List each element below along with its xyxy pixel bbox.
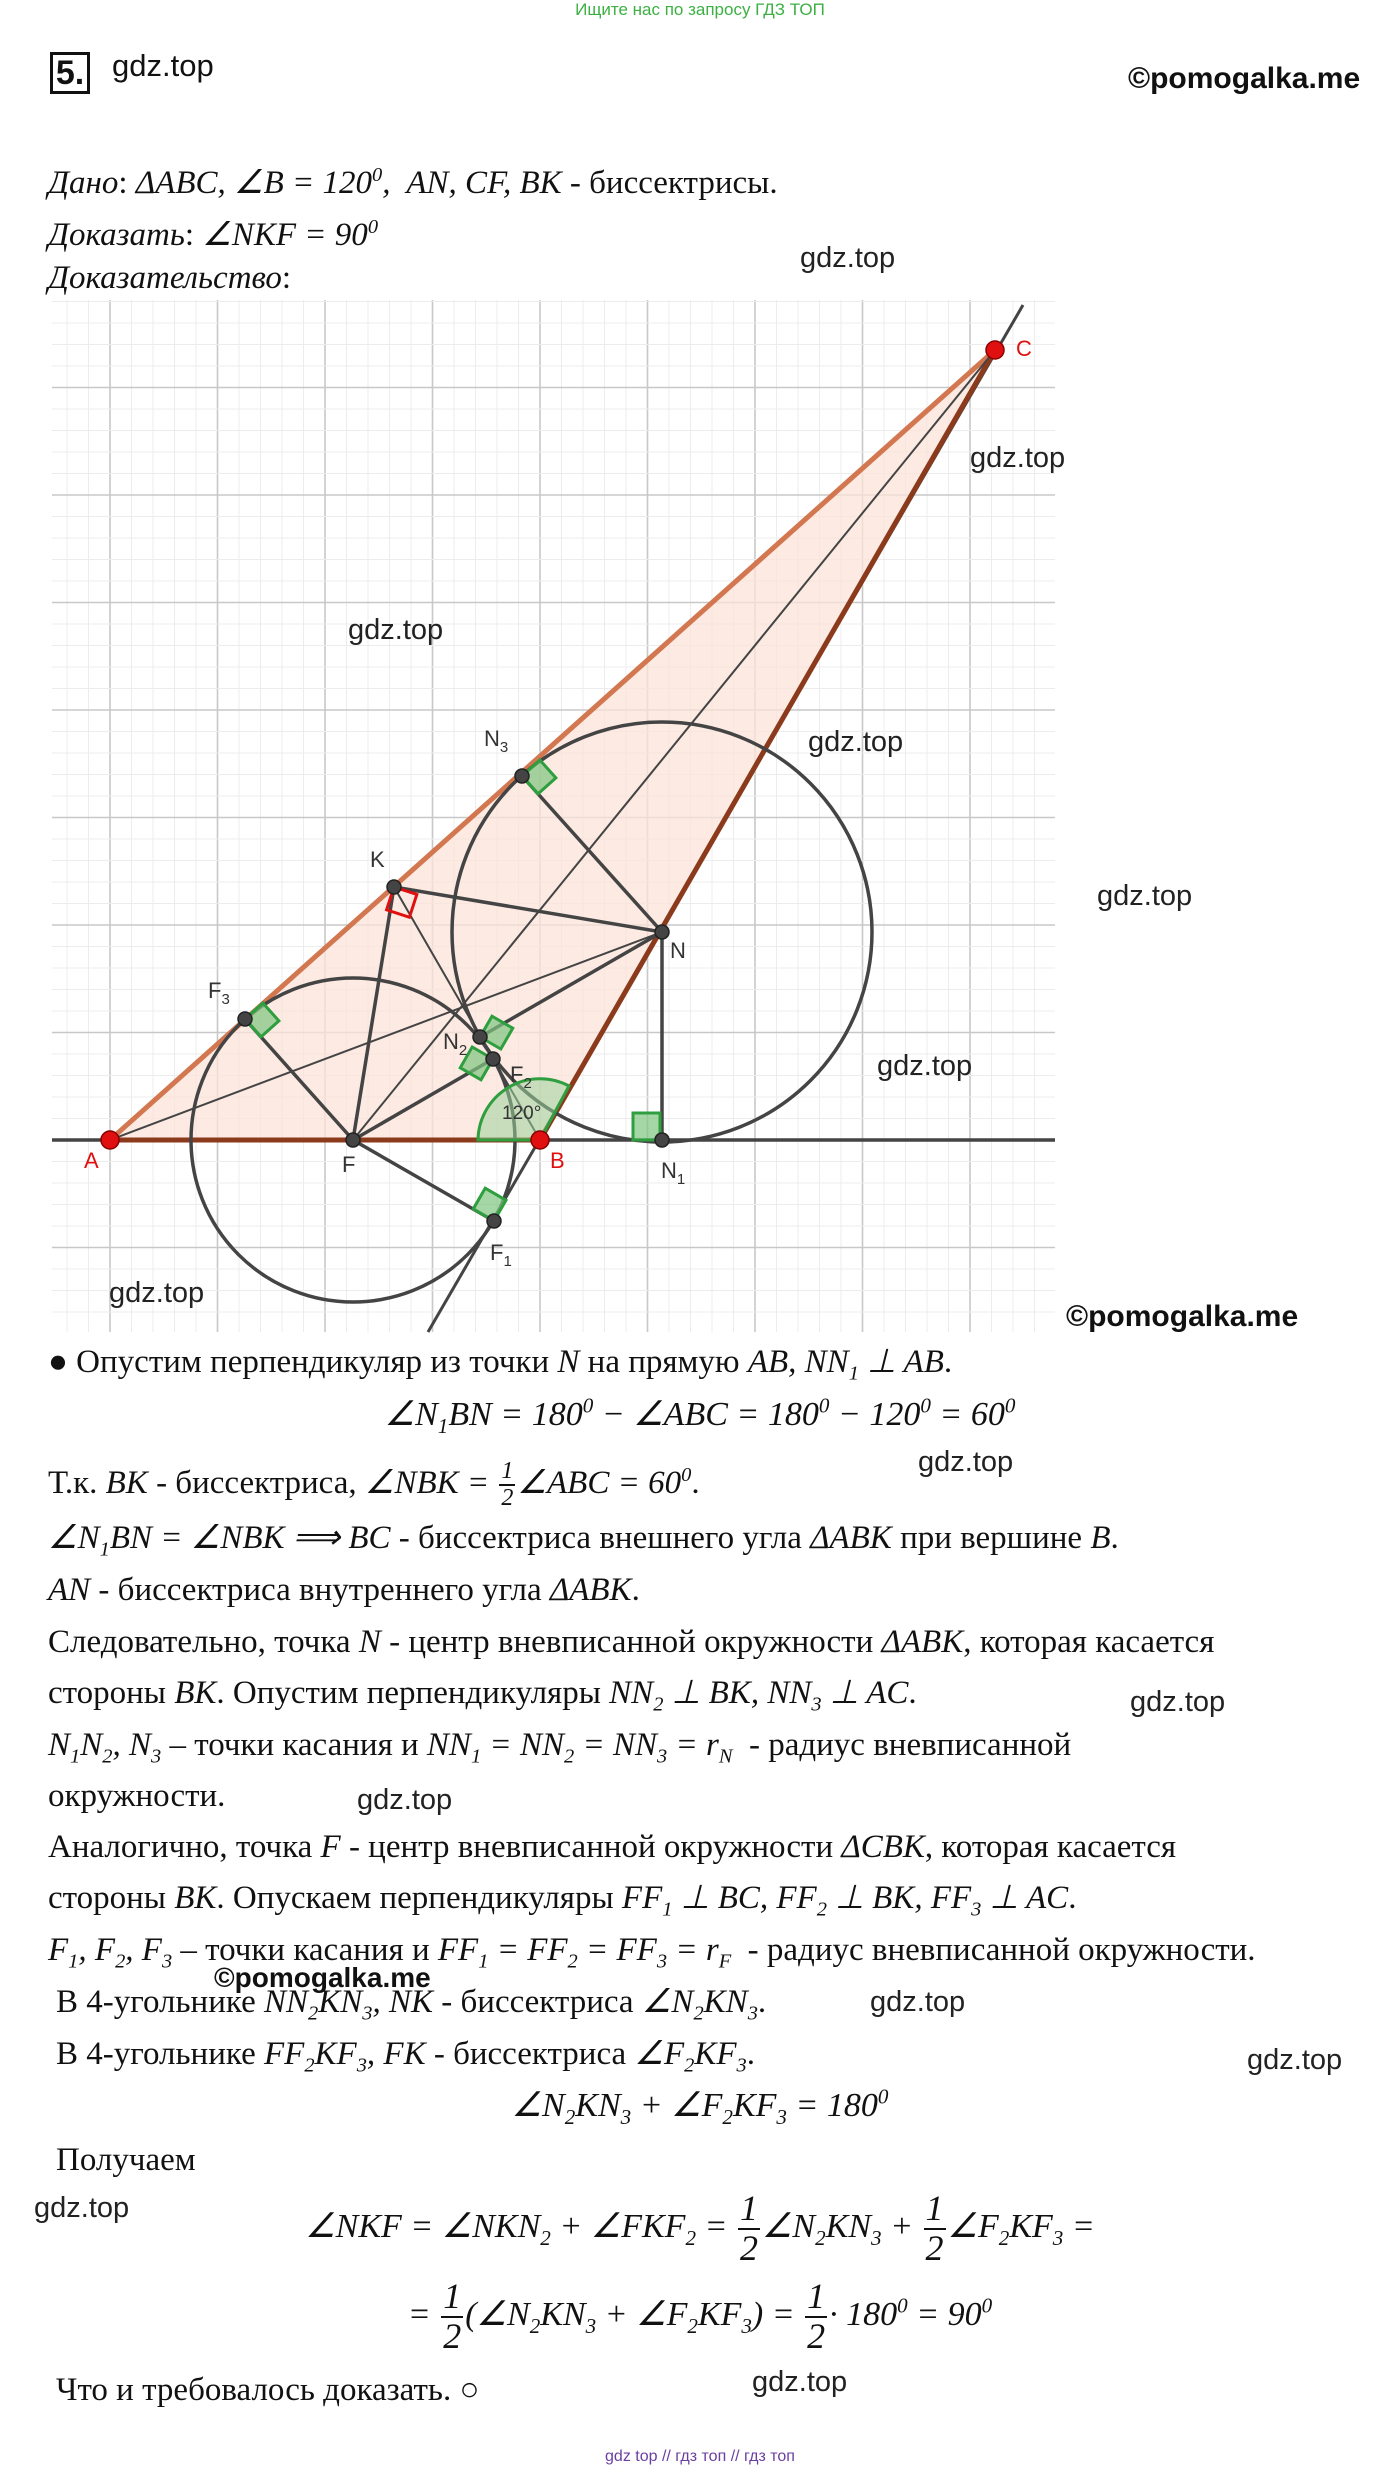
watermark: gdz.top [752, 2366, 848, 2398]
given-label: Дано [48, 165, 119, 201]
watermark: gdz.top [877, 1050, 973, 1082]
label-f1: $F_1$ [490, 1240, 512, 1270]
point-f2 [486, 1052, 500, 1066]
text-fragment: , которая касается [963, 1624, 1215, 1660]
copyright-diagram: ©pomogalka.me [1066, 1300, 1299, 1333]
label-a: A [84, 1148, 99, 1173]
proof-line: Доказательство: [48, 260, 292, 296]
text-fragment: . Опускаем перпендикуляры [216, 1880, 614, 1916]
text-line-15: Что и требовалось доказать. ○ [56, 2372, 480, 2408]
point-n3 [515, 769, 529, 783]
top-search-note: Ищите нас по запросу ГДЗ ТОП [575, 0, 825, 19]
text-line-11: $F_1$, $F_2$, $F_3$ – точки касания и $FF_1 = FF_2 = FF_3 = r_F$ - радиус вневписанной окружности. [48, 1932, 1256, 1973]
vertex-c [986, 341, 1004, 359]
watermark: gdz.top [34, 2192, 130, 2224]
text-fragment: - биссектриса [441, 1984, 634, 2020]
label-k: K [370, 847, 385, 872]
watermark: gdz.top [800, 242, 896, 274]
text-fragment: Т.к. [48, 1465, 98, 1501]
watermark: gdz.top [1097, 880, 1193, 912]
label-c: C [1016, 336, 1032, 361]
text-fragment: на прямую [587, 1344, 740, 1380]
text-fragment: Следовательно, точка [48, 1624, 351, 1660]
text-line-12: В 4-угольнике $NN_2KN_3$, NK - биссектриса $\angle N_2KN_3$. [56, 1984, 767, 2025]
point-f1 [487, 1214, 501, 1228]
text-line-14: Получаем [56, 2142, 196, 2178]
watermark: gdz.top [357, 1784, 453, 1816]
text-line-10: стороны BK. Опускаем перпендикуляры $FF_1$ ⊥ BC, $FF_2$ ⊥ BK, $FF_3$ ⊥ AC. [48, 1880, 1077, 1921]
point-n2 [473, 1030, 487, 1044]
watermark: gdz.top [348, 614, 444, 646]
prove-label: Доказать [48, 217, 185, 253]
text-fragment: ● Опустим перпендикуляр из точки [48, 1344, 550, 1380]
equation-3: ∠NKF = $\angle NKN_2$ + $\angle FKF_2$ = $\frac{1}{2}$ $\angle N_2KN_3$ + $\frac{1}{2}$ $\angle F_2KF_3$ = [305, 2188, 1095, 2268]
text-line-6: стороны BK. Опустим перпендикуляры $NN_2$ ⊥ BK, $NN_3$ ⊥ AC. [48, 1675, 917, 1716]
point-n [655, 925, 669, 939]
label-b: B [550, 1148, 565, 1173]
text-line-13: В 4-угольнике $FF_2KF_3$, FK - биссектриса $\angle F_2KF_3$. [56, 2036, 756, 2077]
prove-line: Доказать: ∠NKF = $90^0$ [48, 216, 379, 253]
copyright-top: ©pomogalka.me [1128, 62, 1361, 95]
label-f3: $F_3$ [208, 978, 230, 1008]
text-fragment: В 4-угольнике [56, 1984, 256, 2020]
label-n2: $N_2$ [443, 1029, 468, 1059]
text-fragment: - биссектриса внутреннего угла [98, 1572, 542, 1608]
watermark: gdz.top [1247, 2044, 1343, 2076]
label-f2: $F_2$ [510, 1062, 532, 1092]
point-f3 [238, 1012, 252, 1026]
text-fragment: - биссектриса, [156, 1465, 357, 1501]
proof-label: Доказательство [48, 260, 282, 296]
label-f: F [342, 1152, 356, 1177]
equation-4: = $\frac{1}{2}$ ($\angle N_2KN_3$ + $\angle F_2KF_3$) = $\frac{1}{2}$ · $180^0 = 90^0$ [407, 2276, 993, 2356]
point-k [387, 880, 401, 894]
text-fragment: . Опустим перпендикуляры [216, 1675, 601, 1711]
text-line-8: окружности. [48, 1778, 226, 1814]
given-line: Дано: ΔABC, ∠B = $120^0$, AN, CF, BK - биссектрисы. [48, 164, 778, 201]
watermark: gdz.top [109, 1277, 205, 1309]
copyright-text: ©pomogalka.me [214, 1962, 431, 1993]
text-fragment: В 4-угольнике [56, 2036, 256, 2072]
label-angle: 120° [502, 1103, 542, 1124]
label-n3: $N_3$ [484, 726, 509, 756]
text-fragment: - центр вневписанной окружности [389, 1624, 874, 1660]
label-n1: $N_1$ [661, 1158, 686, 1188]
watermark: gdz.top [808, 726, 904, 758]
text-line-1: ● Опустим перпендикуляр из точки N на прямую AB, $NN_1$ ⊥ AB. [48, 1344, 953, 1385]
text-fragment: стороны [48, 1675, 166, 1711]
label-n: N [670, 938, 686, 963]
text-fragment: при вершине [900, 1520, 1083, 1556]
text-line-4: AN - биссектриса внутреннего угла ΔABK. [48, 1572, 640, 1608]
text-fragment: , которая касается [924, 1829, 1177, 1865]
text-fragment: - биссектриса [433, 2036, 627, 2072]
text-fragment: – точки касания и [180, 1932, 430, 1968]
text-fragment: – точки касания и [169, 1727, 419, 1763]
text-fragment: - радиус вневписанной окружности. [747, 1932, 1256, 1968]
text-fragment: Аналогично, точка [48, 1829, 313, 1865]
text-fragment: - биссектриса внешнего угла [398, 1520, 802, 1556]
problem-number: 5. [50, 52, 90, 94]
text-fragment: - центр вневписанной окружности [348, 1829, 834, 1865]
text-line-5: Следовательно, точка N - центр вневписанной окружности ΔABK, которая касается [48, 1624, 1215, 1660]
watermark: gdz.top [918, 1446, 1014, 1478]
equation-1: $\angle N_1BN = 180^0$ − ∠ABC = $180^0 - 120^0 = 60^0$ [384, 1394, 1016, 1439]
footer-links[interactable]: gdz top // гдз топ // гдз топ [605, 2448, 795, 2465]
site-title[interactable]: gdz.top [112, 48, 214, 83]
watermark: gdz.top [970, 442, 1066, 474]
watermark: gdz.top [1130, 1686, 1226, 1718]
text-line-2: Т.к. BK - биссектриса, ∠NBK = $\frac{1}{2}$ ∠ABC = $60^0$. [48, 1458, 700, 1512]
text-line-7: $N_1N_2$, $N_3$ – точки касания и $NN_1 = NN_2 = NN_3 = r_N$ - радиус вневписанной [48, 1727, 1072, 1768]
given-text: - биссектрисы. [569, 165, 778, 201]
text-fragment: - радиус вневписанной [748, 1727, 1072, 1763]
vertex-a [101, 1131, 119, 1149]
text-line-9: Аналогично, точка F - центр вневписанной окружности ΔCBK, которая касается [48, 1829, 1177, 1865]
point-f [346, 1133, 360, 1147]
text-line-3: $\angle N_1BN$ = ∠NBK ⟹ BC - биссектриса внешнего угла ΔABK при вершине B. [48, 1520, 1119, 1561]
watermark: gdz.top [870, 1986, 966, 2018]
text-fragment: стороны [48, 1880, 166, 1916]
vertex-b [531, 1131, 549, 1149]
equation-2: $\angle N_2KN_3$ + $\angle F_2KF_3 = 180^0$ [511, 2085, 889, 2130]
point-n1 [655, 1133, 669, 1147]
